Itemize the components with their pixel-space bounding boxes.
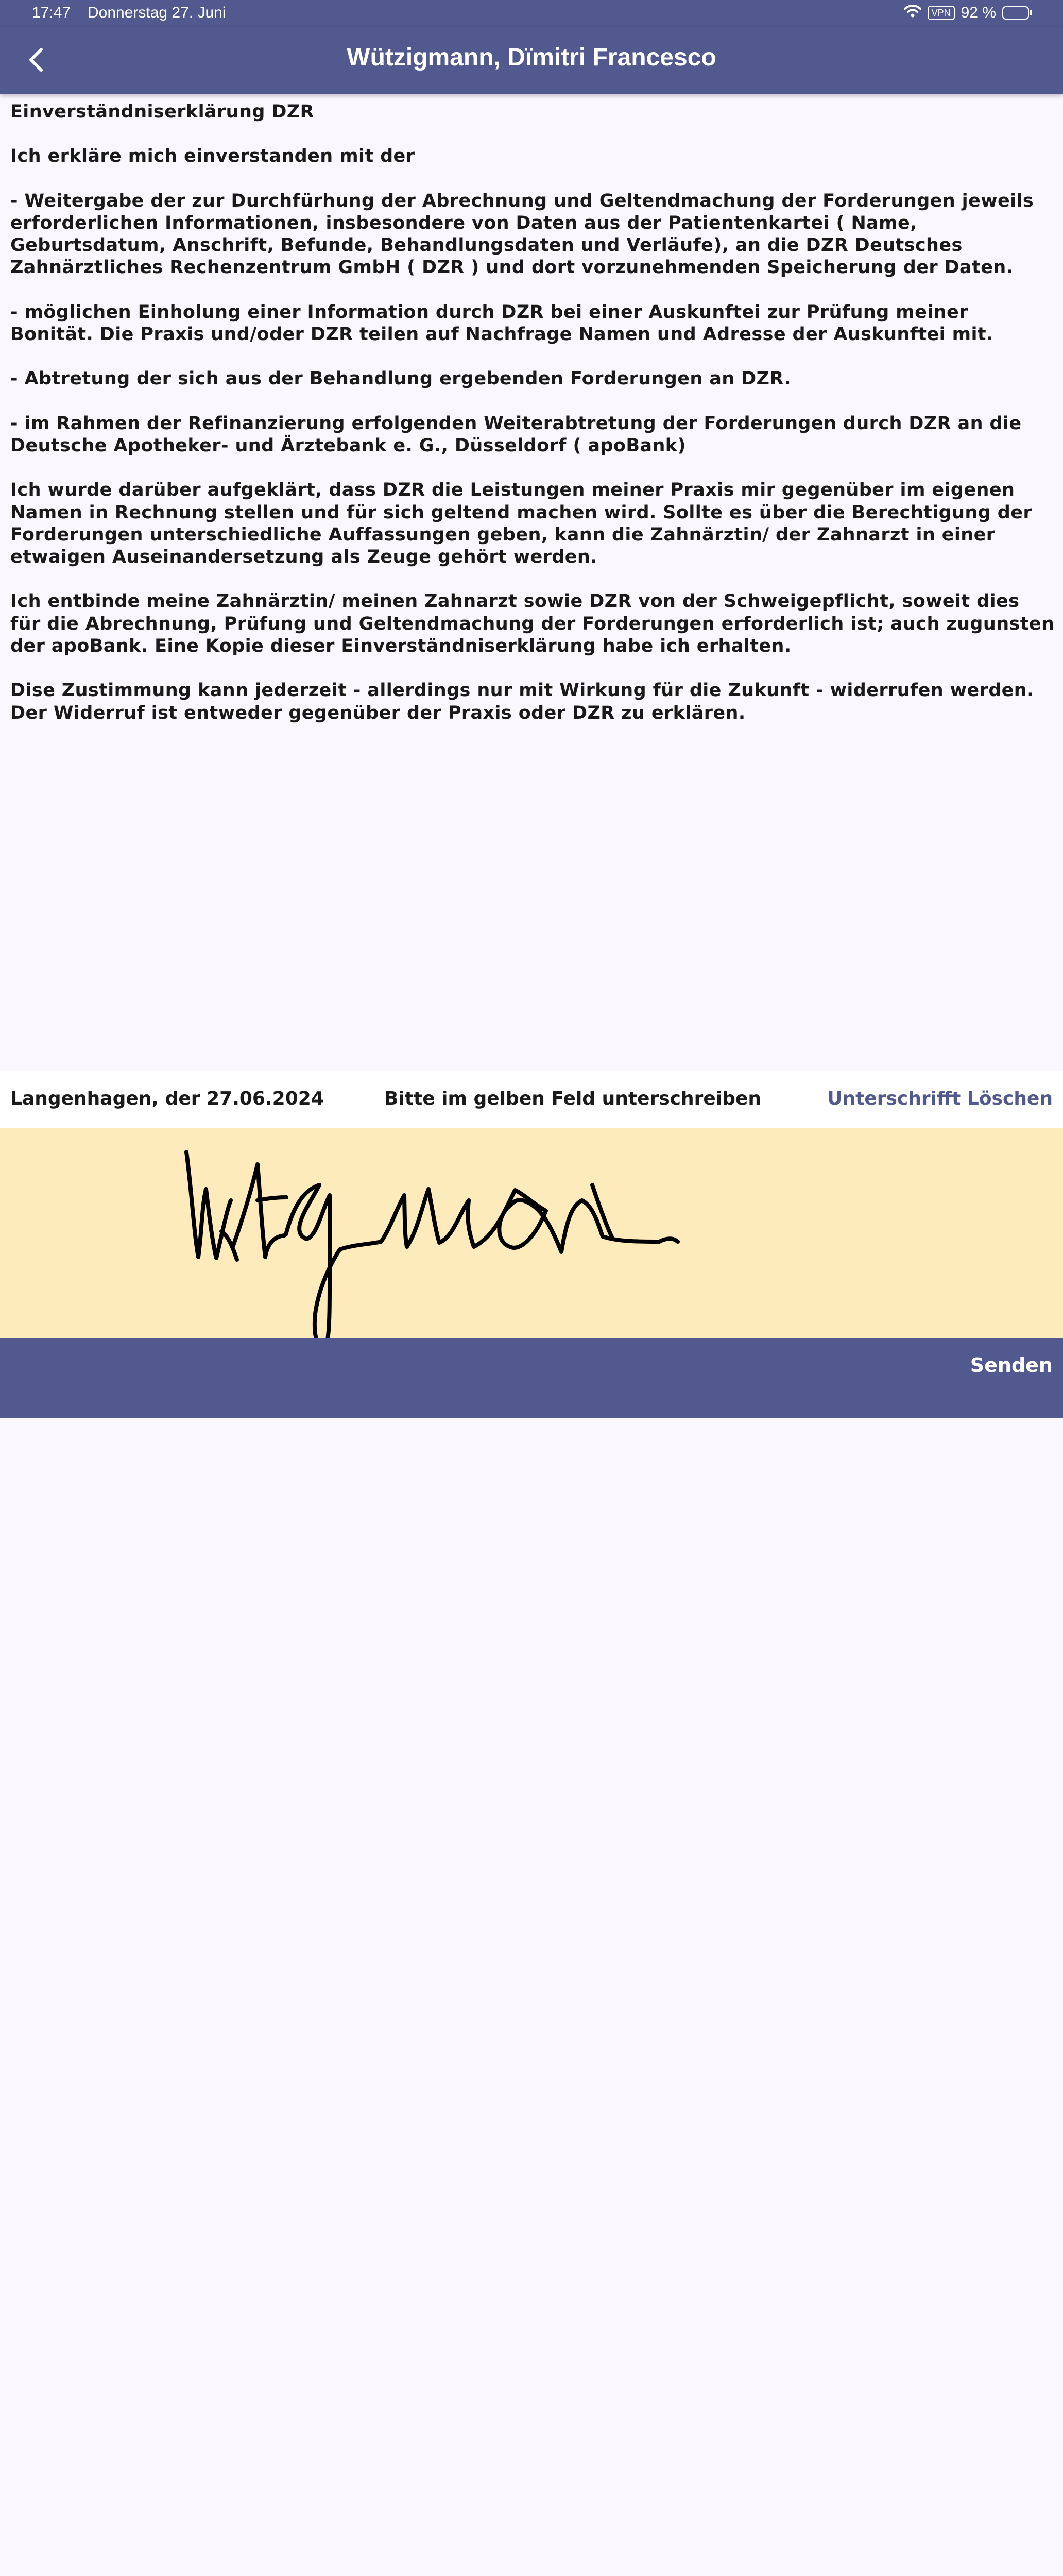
- document-paragraph: Dise Zustimmung kann jederzeit - allerdings nur mit Wirkung für die Zukunft - widerrufen werden. Der Widerruf ist entweder gegenüber der Praxis oder DZR zu erklären.: [10, 680, 1034, 723]
- battery-icon: [1002, 6, 1032, 20]
- battery-percent: 92 %: [961, 4, 996, 21]
- document-paragraph: Ich entbinde meine Zahnärztin/ meinen Zahnarzt sowie DZR von der Schweigepflicht, soweit dies für die Abrechnung, Prüfung und Geltendmachung der Forderungen erforderlich ist; auch zugunsten der apoBank. Eine Kopie dieser Einverständniserklärung habe ich erhalten.: [10, 591, 1055, 657]
- consent-document: [10, 101, 1056, 724]
- vpn-badge: VPN: [928, 6, 955, 20]
- document-paragraph: Ich erkläre mich einverstanden mit der: [10, 146, 415, 167]
- document-paragraph: Ich wurde darüber aufgeklärt, dass DZR die Leistungen meiner Praxis mir gegenüber im eigenen Namen in Rechnung stellen und für sich geltend machen wird. Sollte es über die Berechtigung der Forderungen unterschiedliche Auffassungen geben, kann die Zahnärztin/ der Zahnarzt in einer etwaigen Auseinandersetzung als Zeuge gehört werden.: [10, 480, 1033, 568]
- wifi-icon: [904, 4, 921, 22]
- status-right-group: [904, 4, 1032, 22]
- document-heading: Einverständniserklärung DZR: [10, 101, 314, 122]
- clear-signature-button[interactable]: Unterschrifft Löschen: [827, 1088, 1053, 1109]
- signature-header: [0, 1071, 1063, 1128]
- navigation-bar: [0, 27, 1063, 94]
- document-paragraph: - möglichen Einholung einer Information durch DZR bei einer Auskunftei zur Prüfung meiner Bonität. Die Praxis und/oder DZR teilen auf Nachfrage Namen und Adresse der Auskunftei mit.: [10, 301, 993, 345]
- signature-pad[interactable]: [0, 1128, 1063, 1338]
- page-title: Wützigmann, Dïmitri Francesco: [347, 44, 716, 71]
- place-date: Langenhagen, der 27.06.2024: [10, 1088, 324, 1109]
- status-date: Donnerstag 27. Juni: [88, 4, 226, 21]
- document-paragraph: - Weitergabe der zur Durchfürhung der Abrechnung und Geltendmachung der Forderungen jeweils erforderlichen Informationen, insbesondere von Daten aus der Patientenkartei ( Name, Geburtsdatum, Anschrift, Befunde, Behandlungsdaten und Verläufe), an die DZR Deutsches Zahnärztliches Rechenzentrum GmbH ( DZR ) und dort vorzunehmenden Speicherung der Daten.: [10, 190, 1034, 278]
- send-button[interactable]: Senden: [970, 1354, 1053, 1377]
- status-bar: [0, 0, 1063, 27]
- signature-hint: Bitte im gelben Feld unterschreiben: [384, 1088, 761, 1109]
- footer-bar: [0, 1338, 1063, 1418]
- signature-drawing: [0, 1128, 1063, 1338]
- document-paragraph: - im Rahmen der Refinanzierung erfolgenden Weiterabtretung der Forderungen durch DZR an die Deutsche Apotheker- und Ärztebank e. G., Düsseldorf ( apoBank): [10, 413, 1022, 456]
- document-paragraph: - Abtretung der sich aus der Behandlung ergebenden Forderungen an DZR.: [10, 368, 792, 389]
- status-time: 17:47: [32, 4, 71, 21]
